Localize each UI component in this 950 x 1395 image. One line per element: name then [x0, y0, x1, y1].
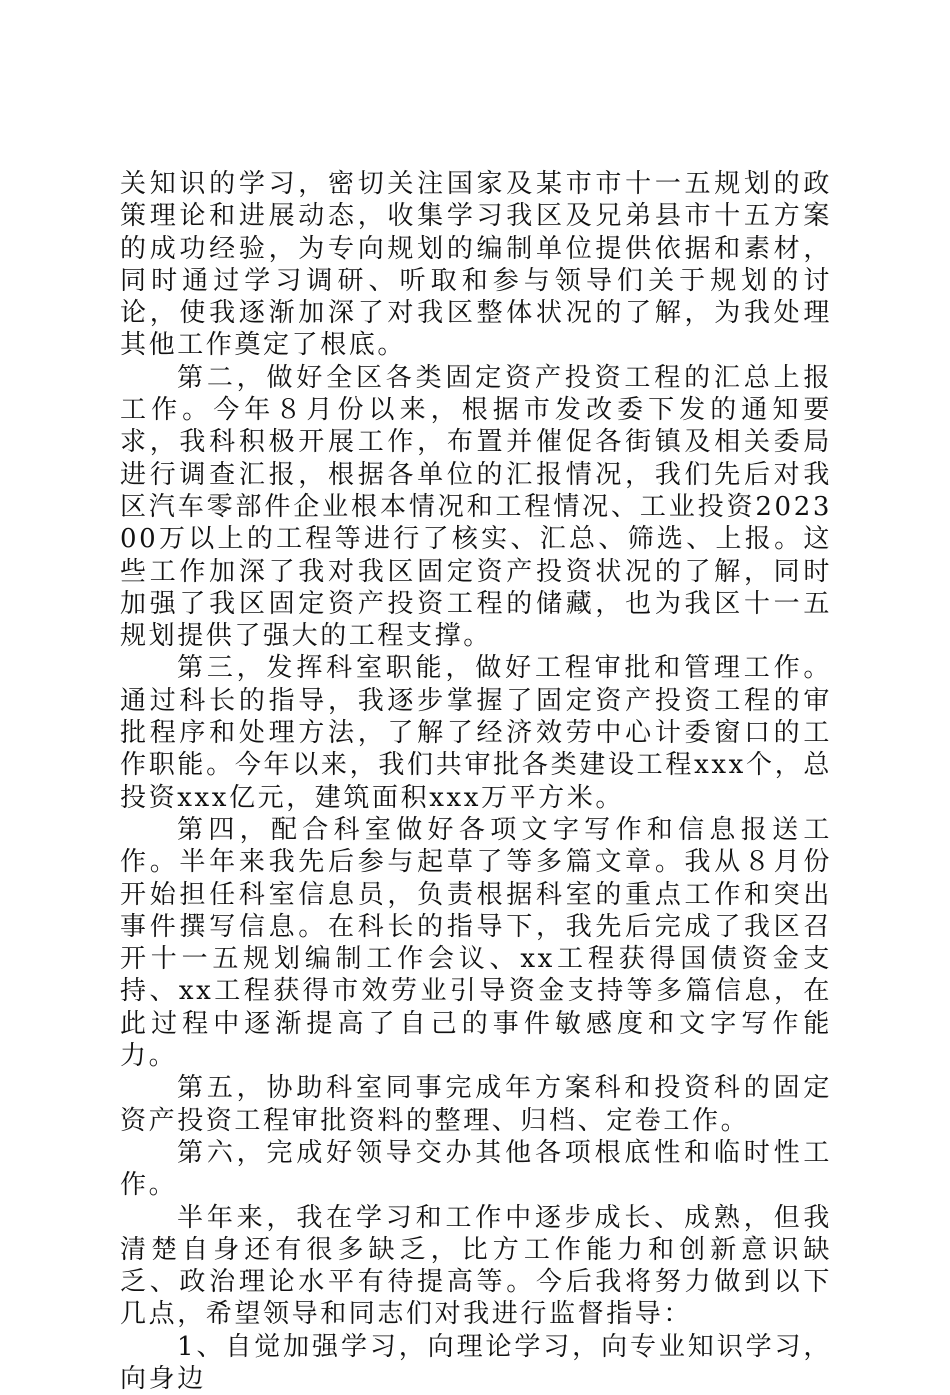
- paragraph-5: 第五，协助科室同事完成年方案科和投资科的固定资产投资工程审批资料的整理、归档、定卷工作。: [120, 1073, 832, 1136]
- paragraph-3: 第三，发挥科室职能，做好工程审批和管理工作。通过科长的指导，我逐步掌握了固定资产投资工程的审批程序和处理方法，了解了经济效劳中心计委窗口的工作职能。今年以来，我们共审批各类建设工程xxx个，总投资xxx亿元，建筑面积xxx万平方米。: [120, 653, 832, 813]
- paragraph-6: 第六，完成好领导交办其他各项根底性和临时性工作。: [120, 1137, 832, 1201]
- document-body: [120, 168, 832, 1395]
- paragraph-8: 1、自觉加强学习，向理论学习，向专业知识学习，向身边: [120, 1331, 832, 1394]
- paragraph-1: 关知识的学习，密切关注国家及某市市十一五规划的政策理论和进展动态，收集学习我区及兄弟县市十五方案的成功经验，为专向规划的编制单位提供依据和素材，同时通过学习调研、听取和参与领导们关于规划的讨论，使我逐渐加深了对我区整体状况的了解，为我处理其他工作奠定了根底。: [120, 169, 832, 361]
- paragraph-4: 第四，配合科室做好各项文字写作和信息报送工作。半年来我先后参与起草了等多篇文章。我从８月份开始担任科室信息员，负责根据科室的重点工作和突出事件撰写信息。在科长的指导下，我先后完成了我区召开十一五规划编制工作会议、xx工程获得国债资金支持、xx工程获得市效劳业引导资金支持等多篇信息，在此过程中逐渐提高了自己的事件敏感度和文字写作能力。: [120, 814, 832, 1072]
- paragraph-2: 第二，做好全区各类固定资产投资工程的汇总上报工作。今年８月份以来，根据市发改委下发的通知要求，我科积极开展工作，布置并催促各街镇及相关委局进行调查汇报，根据各单位的汇报情况，我们先后对我区汽车零部件企业根本情况和工程情况、工业投资202300万以上的工程等进行了核实、汇总、筛选、上报。这些工作加深了我对我区固定资产投资状况的了解，同时加强了我区固定资产投资工程的储藏，也为我区十一五规划提供了强大的工程支撑。: [120, 362, 832, 652]
- paragraph-7: 半年来，我在学习和工作中逐步成长、成熟，但我清楚自身还有很多缺乏，比方工作能力和创新意识缺乏、政治理论水平有待提高等。今后我将努力做到以下几点，希望领导和同志们对我进行监督指导：: [120, 1202, 832, 1330]
